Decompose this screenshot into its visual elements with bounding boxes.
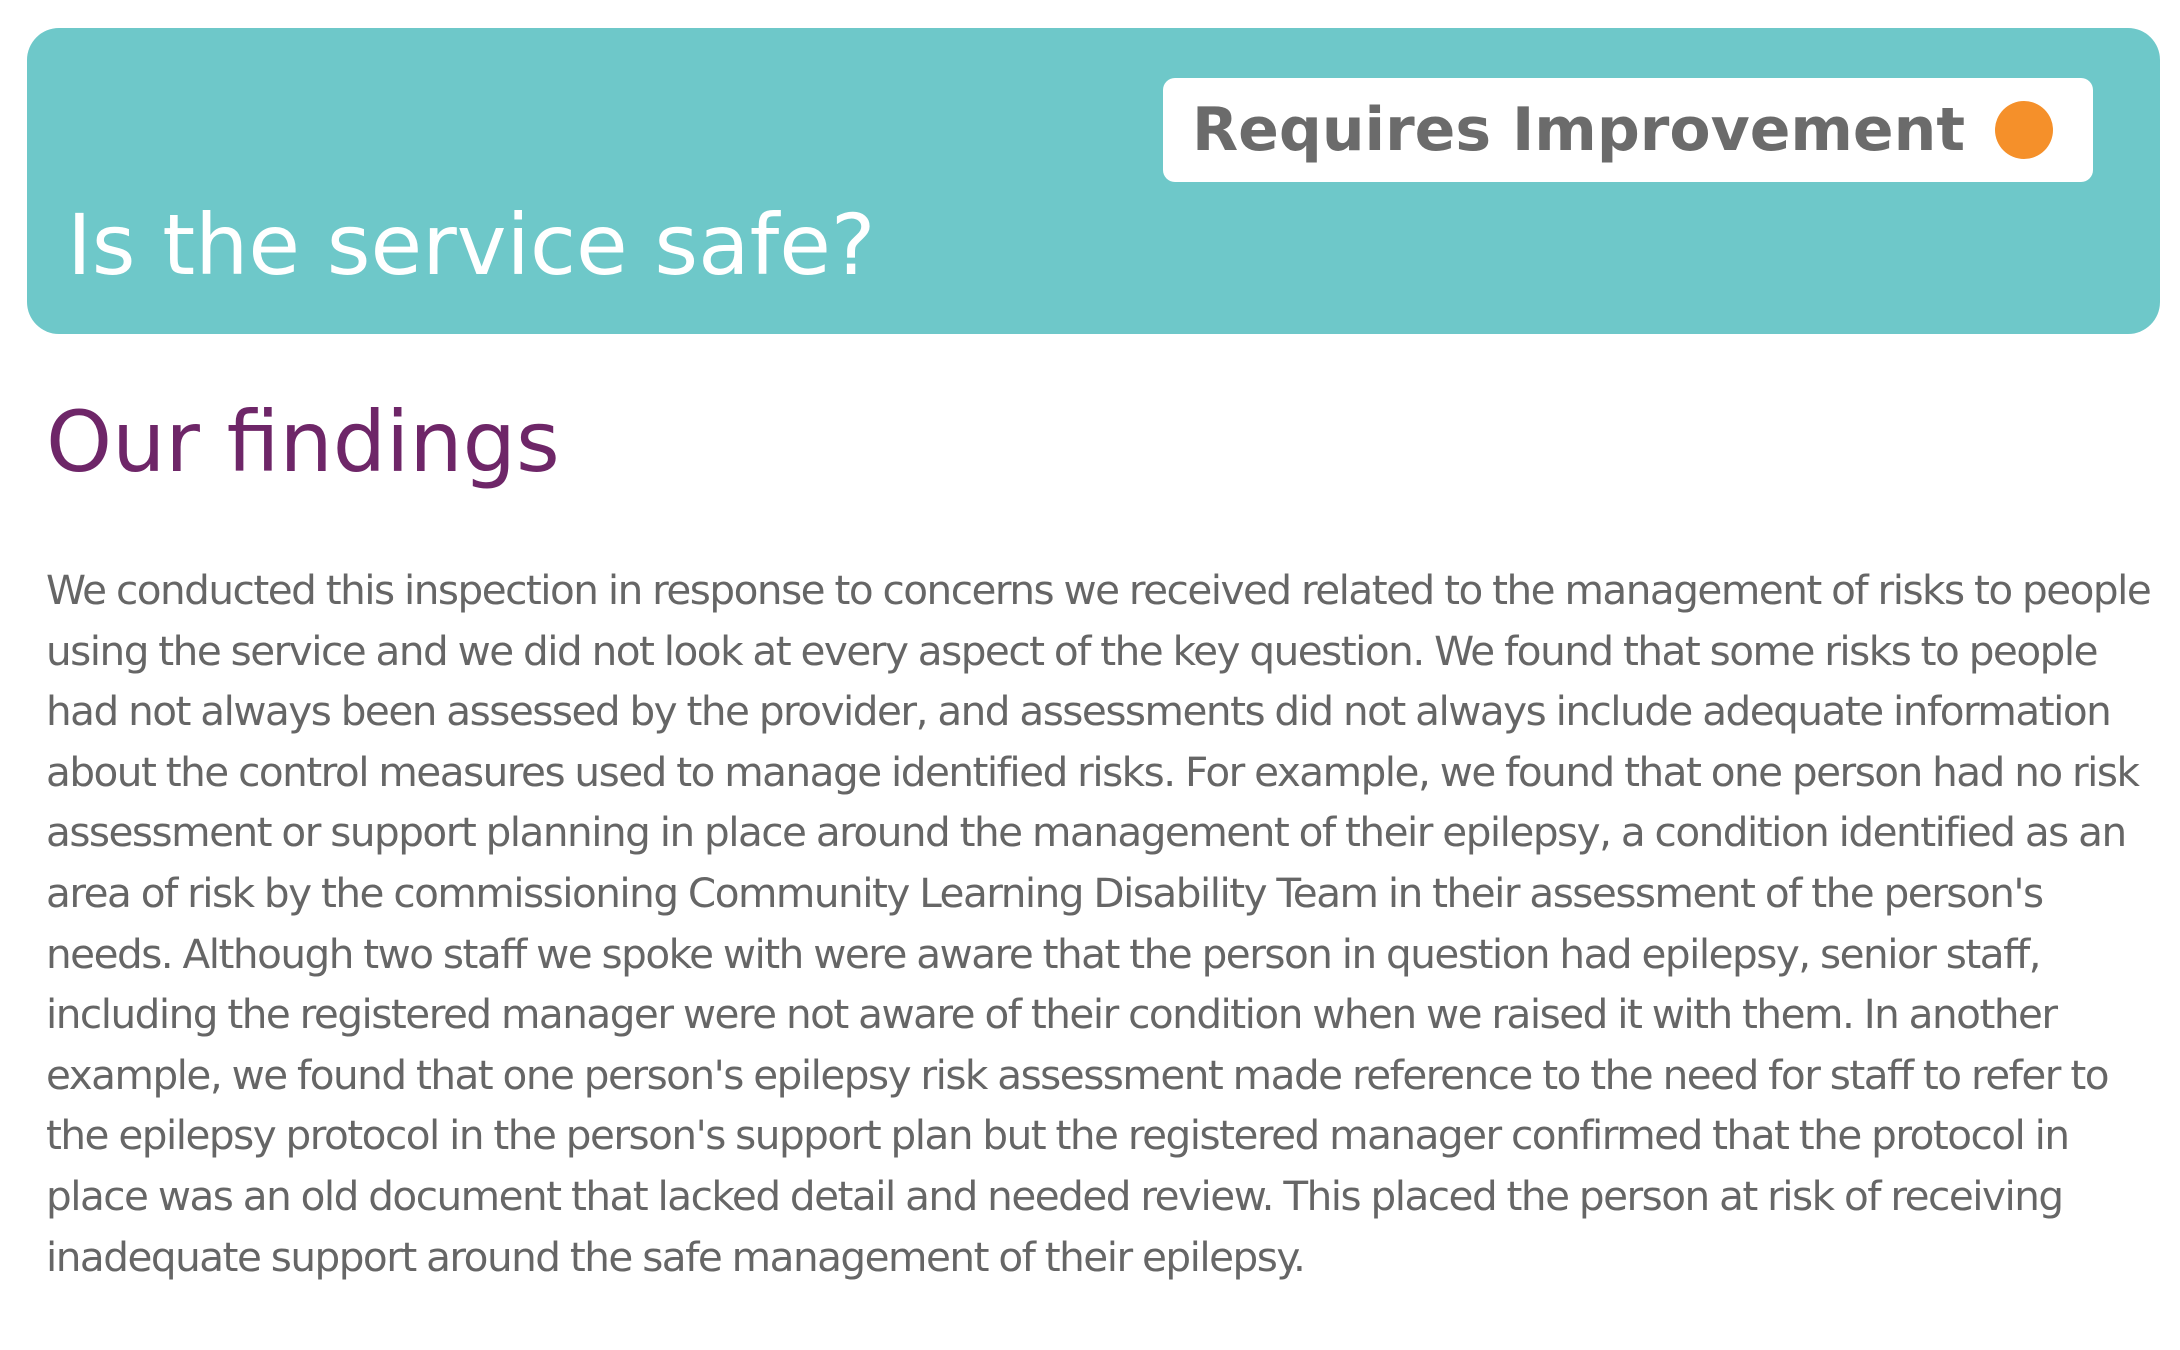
rating-badge	[1163, 78, 2093, 182]
rating-label: Requires Improvement	[1191, 95, 1965, 165]
findings-body-text: We conducted this inspection in response to concerns we received related to the management of risks to people using the service and we did not look at every aspect of the key question. We found that some risks to people had not always been assessed by the provider, and assessments did not always include adequate information about the control measures used to manage identified risks. For example, we found that one person had no risk assessment or support planning in place around the management of their epilepsy, a condition identified as an area of risk by the commissioning Community Learning Disability Team in their assessment of the person's needs. Although two staff we spoke with were aware that the person in question had epilepsy, senior staff, including the registered manager were not aware of their condition when we raised it with them. In another example, we found that one person's epilepsy risk assessment made reference to the need for staff to refer to the epilepsy protocol in the person's support plan but the registered manager confirmed that the protocol in place was an old document that lacked detail and needed review. This placed the person at risk of receiving inadequate support around the safe management of their epilepsy.	[46, 566, 2151, 1281]
rating-status-dot-icon	[1995, 101, 2053, 159]
findings-heading: Our findings	[46, 393, 560, 491]
header-banner	[27, 28, 2160, 334]
key-question-title: Is the service safe?	[67, 196, 876, 294]
